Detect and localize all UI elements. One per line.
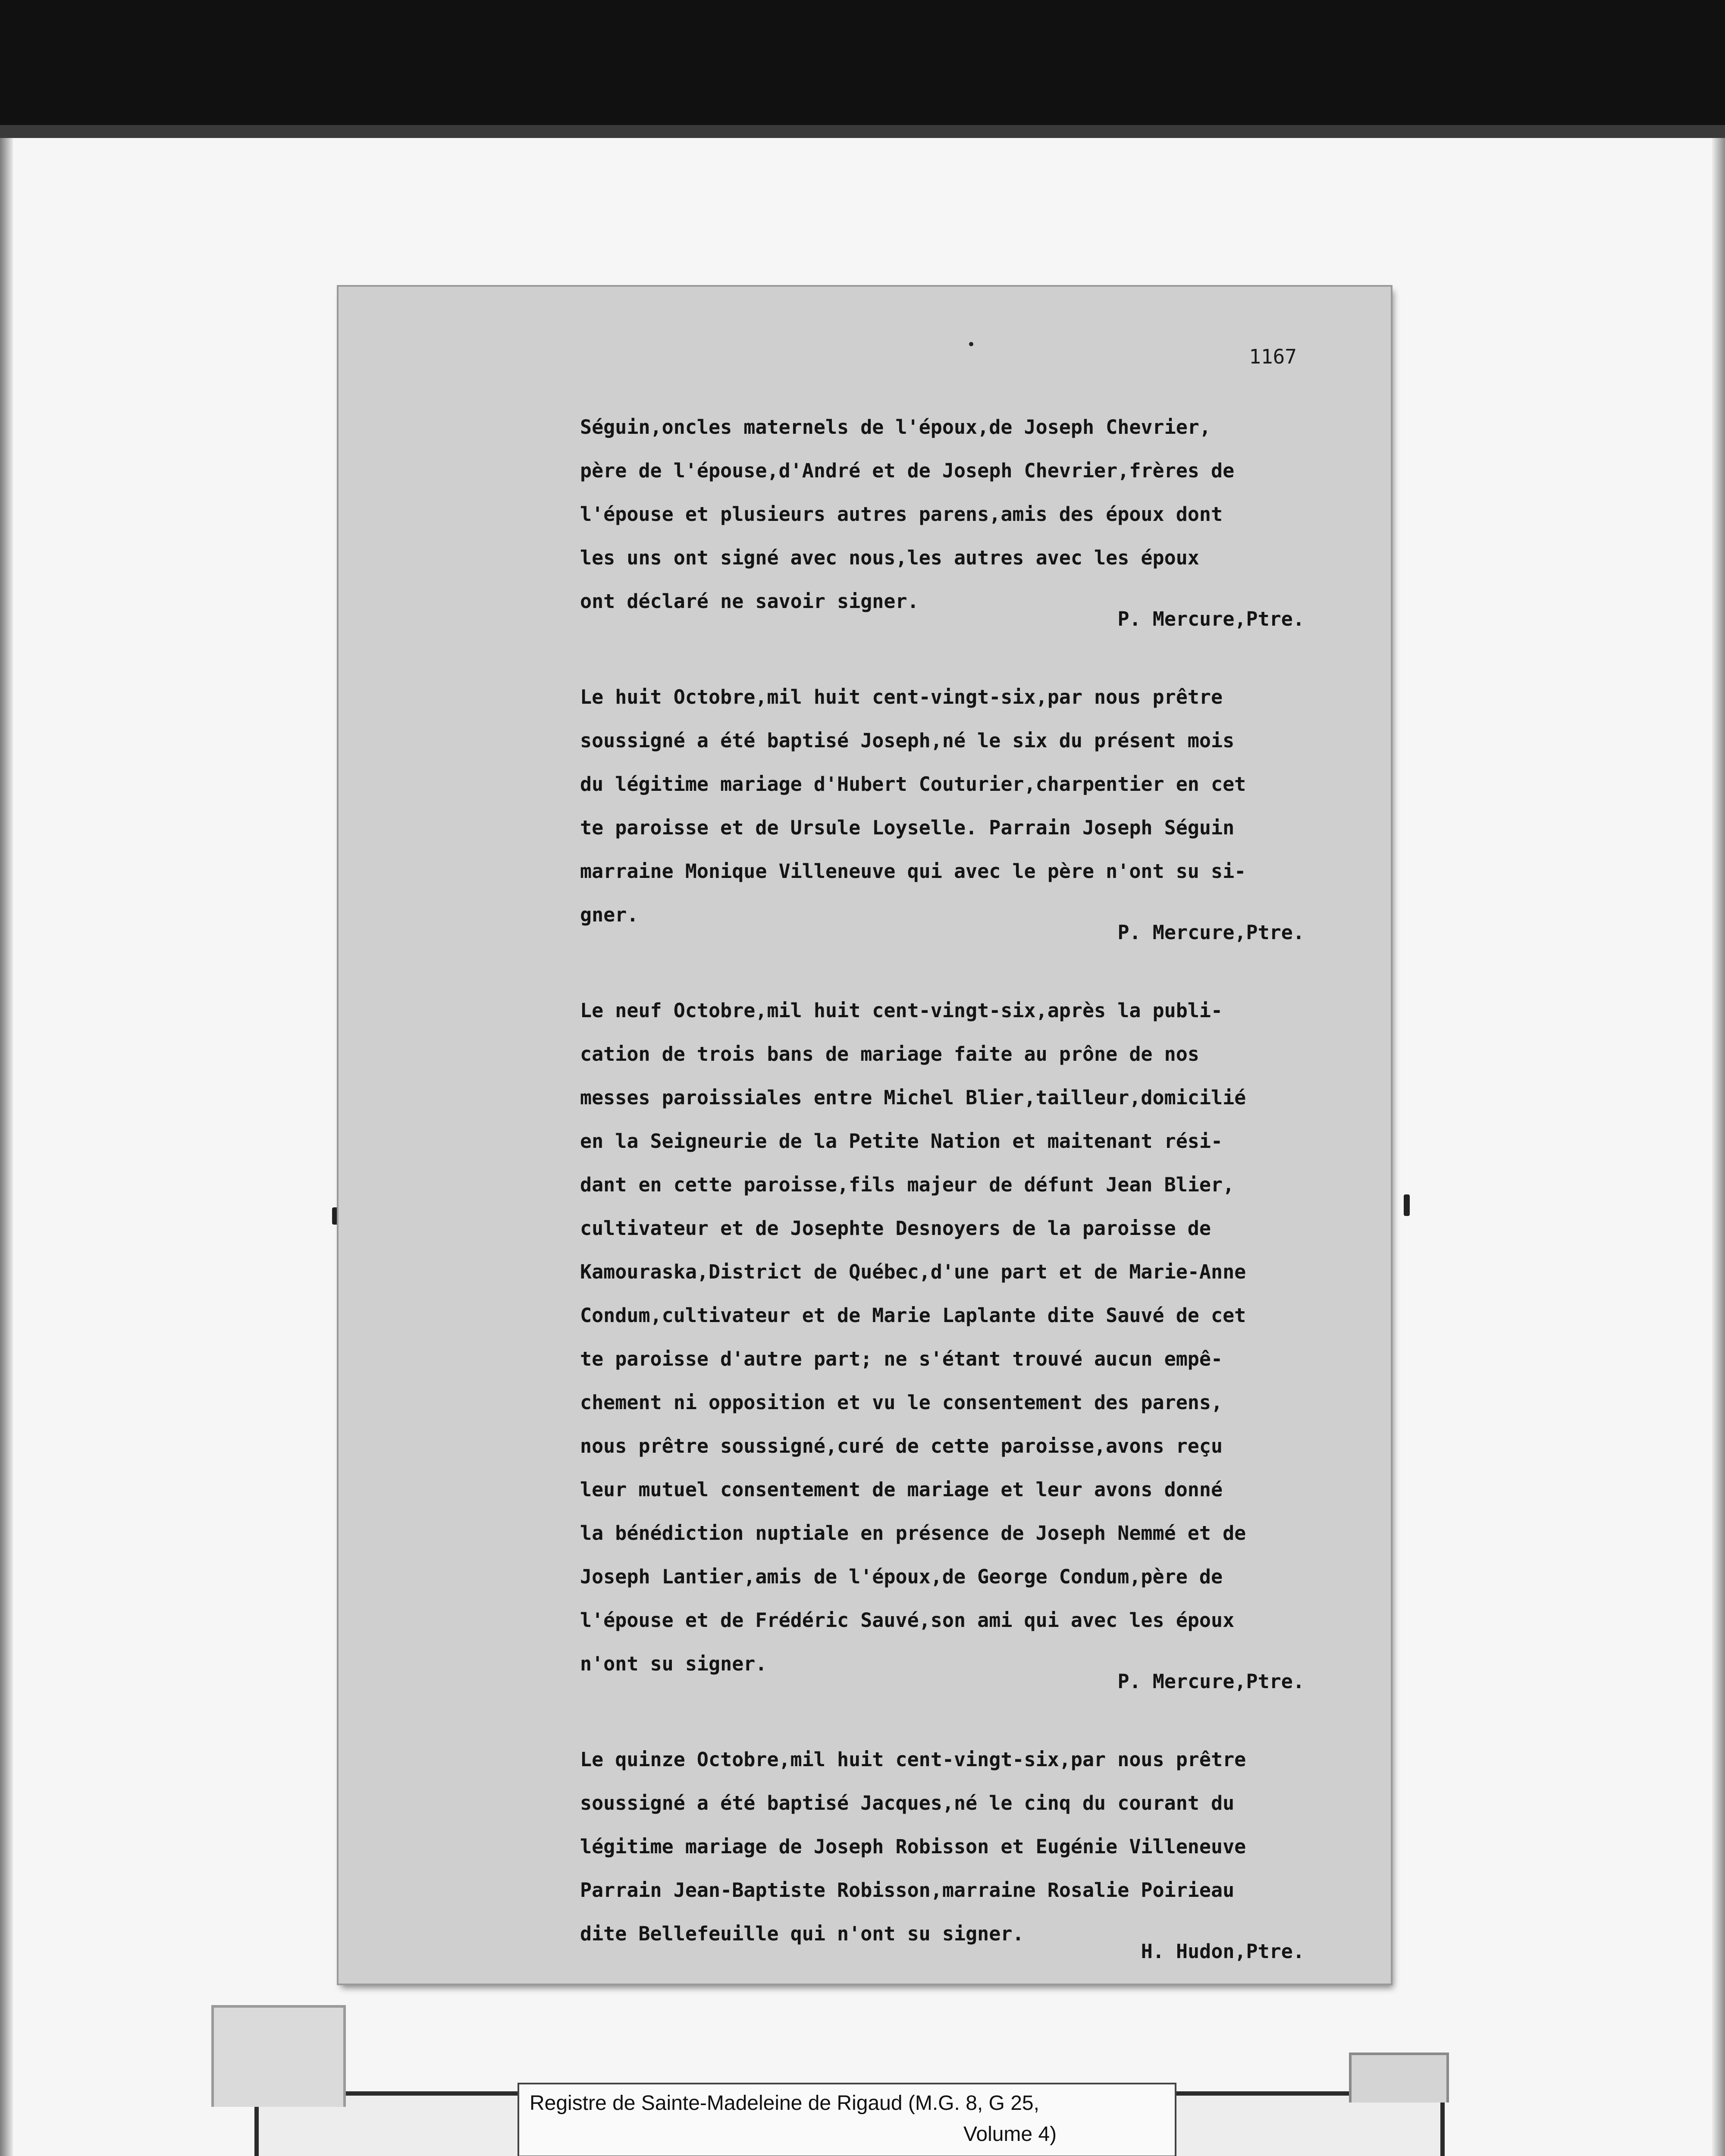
priest-signature: P. Mercure,Ptre.	[1117, 608, 1305, 630]
text-line: Le quinze Octobre,mil huit cent-vingt-six,par nous prêtre	[580, 1748, 1246, 1771]
text-line: dite Bellefeuille qui n'ont su signer.	[580, 1922, 1024, 1945]
text-line: messes paroissiales entre Michel Blier,tailleur,domicilié	[580, 1086, 1246, 1109]
document-page	[339, 287, 1391, 1984]
priest-signature: P. Mercure,Ptre.	[1117, 1670, 1305, 1693]
text-line: Séguin,oncles maternels de l'époux,de Joseph Chevrier,	[580, 416, 1211, 439]
text-line: soussigné a été baptisé Jacques,né le cinq du courant du	[580, 1792, 1235, 1814]
text-line: Joseph Lantier,amis de l'époux,de George Condum,père de	[580, 1565, 1223, 1588]
text-line: soussigné a été baptisé Joseph,né le six du présent mois	[580, 729, 1235, 752]
right-film-edge	[1712, 138, 1725, 2156]
text-line: gner.	[580, 903, 639, 926]
reference-line: Registre de Sainte-Madeleine de Rigaud (M.G. 8, G 25,	[530, 2092, 1039, 2115]
text-line: l'épouse et de Frédéric Sauvé,son ami qui avec les époux	[580, 1609, 1235, 1632]
page-number: 1167	[1249, 345, 1297, 368]
text-line: n'ont su signer.	[580, 1652, 767, 1675]
text-line: te paroisse d'autre part; ne s'étant trouvé aucun empê-	[580, 1348, 1223, 1370]
text-line: Parrain Jean-Baptiste Robisson,marraine Rosalie Poirieau	[580, 1879, 1235, 1902]
register-entry	[580, 675, 1322, 954]
text-line: Le huit Octobre,mil huit cent-vingt-six,par nous prêtre	[580, 686, 1223, 708]
register-entry	[580, 989, 1322, 1703]
label-tab	[211, 2005, 346, 2107]
film-top-border	[0, 0, 1725, 138]
priest-signature: H. Hudon,Ptre.	[1141, 1940, 1305, 1963]
priest-signature: P. Mercure,Ptre.	[1117, 921, 1305, 944]
text-line: Kamouraska,District de Québec,d'une part et de Marie-Anne	[580, 1260, 1246, 1283]
text-line: Condum,cultivateur et de Marie Laplante dite Sauvé de cet	[580, 1304, 1246, 1327]
text-line: la bénédiction nuptiale en présence de Joseph Nemmé et de	[580, 1522, 1246, 1545]
register-entry	[580, 1738, 1322, 1973]
text-line: marraine Monique Villeneuve qui avec le père n'ont su si-	[580, 860, 1246, 883]
text-line: nous prêtre soussigné,curé de cette paroisse,avons reçu	[580, 1435, 1223, 1457]
register-entry	[580, 405, 1322, 641]
text-line: cation de trois bans de mariage faite au prône de nos	[580, 1043, 1199, 1065]
archive-label	[254, 2091, 1445, 2156]
margin-mark	[332, 1207, 338, 1225]
reference-line: Volume 4)	[963, 2123, 1057, 2146]
reference-strip	[518, 2083, 1176, 2156]
text-line: chement ni opposition et vu le consentement des parens,	[580, 1391, 1223, 1414]
text-line: légitime mariage de Joseph Robisson et Eugénie Villeneuve	[580, 1835, 1246, 1858]
text-line: cultivateur et de Josephte Desnoyers de la paroisse de	[580, 1217, 1211, 1240]
text-line: te paroisse et de Ursule Loyselle. Parrain Joseph Séguin	[580, 816, 1235, 839]
text-line: l'épouse et plusieurs autres parens,amis des époux dont	[580, 503, 1223, 526]
text-line: en la Seigneurie de la Petite Nation et maitenant rési-	[580, 1130, 1223, 1153]
punch-mark	[969, 342, 973, 346]
text-line: les uns ont signé avec nous,les autres avec les époux	[580, 546, 1199, 569]
text-line: du légitime mariage d'Hubert Couturier,charpentier en cet	[580, 773, 1246, 796]
text-line: ont déclaré ne savoir signer.	[580, 590, 919, 613]
text-line: leur mutuel consentement de mariage et leur avons donné	[580, 1478, 1223, 1501]
margin-mark	[1404, 1194, 1410, 1216]
left-film-edge	[0, 138, 13, 2156]
text-line: dant en cette paroisse,fils majeur de défunt Jean Blier,	[580, 1173, 1235, 1196]
text-line: Le neuf Octobre,mil huit cent-vingt-six,après la publi-	[580, 999, 1223, 1022]
register-text	[580, 405, 1322, 1973]
label-tab	[1349, 2053, 1449, 2103]
text-line: père de l'épouse,d'André et de Joseph Chevrier,frères de	[580, 459, 1235, 482]
